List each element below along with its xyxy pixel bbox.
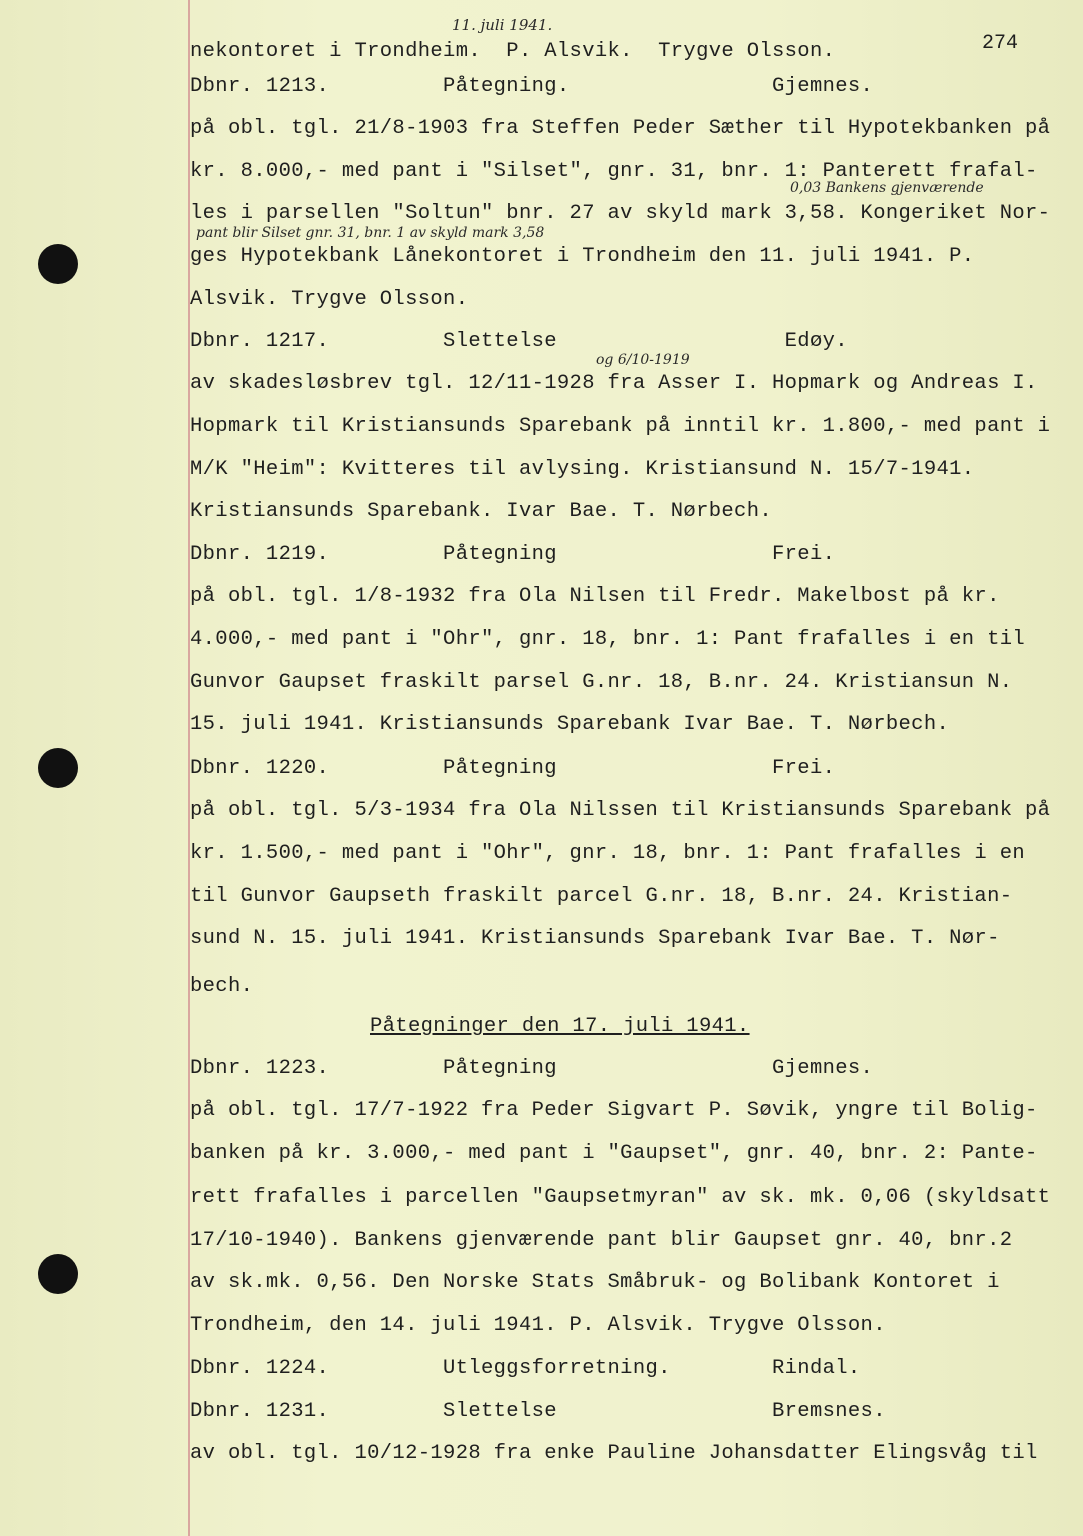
- entry-header: Dbnr. 1223. Påtegning Gjemnes.: [190, 1057, 874, 1080]
- text-line: les i parsellen "Soltun" bnr. 27 av skyld mark 3,58. Kongeriket Nor-: [190, 202, 1051, 225]
- text-line: kr. 1.500,- med pant i "Ohr", gnr. 18, bnr. 1: Pant frafalles i en: [190, 842, 1026, 865]
- entry-header: Dbnr. 1231. Slettelse Bremsnes.: [190, 1400, 886, 1423]
- handwritten-date: 11. juli 1941.: [452, 16, 553, 34]
- punch-hole: [38, 1254, 78, 1294]
- handwritten-correction: 0,03 Bankens gjenværende: [790, 180, 984, 196]
- text-line: på obl. tgl. 17/7-1922 fra Peder Sigvart P. Søvik, yngre til Bolig-: [190, 1099, 1038, 1122]
- text-line: av sk.mk. 0,56. Den Norske Stats Småbruk- og Bolibank Kontoret i: [190, 1271, 1000, 1294]
- text-line: Alsvik. Trygve Olsson.: [190, 288, 469, 311]
- entry-header: Dbnr. 1213. Påtegning. Gjemnes.: [190, 75, 874, 98]
- text-line: til Gunvor Gaupseth fraskilt parcel G.nr. 18, B.nr. 24. Kristian-: [190, 885, 1013, 908]
- text-line: 17/10-1940). Bankens gjenværende pant blir Gaupset gnr. 40, bnr.2: [190, 1229, 1013, 1252]
- entry-header: Dbnr. 1219. Påtegning Frei.: [190, 543, 836, 566]
- text-line: 15. juli 1941. Kristiansunds Sparebank Ivar Bae. T. Nørbech.: [190, 713, 950, 736]
- entry-header: Dbnr. 1224. Utleggsforretning. Rindal.: [190, 1357, 861, 1380]
- text-line: ges Hypotekbank Lånekontoret i Trondheim den 11. juli 1941. P.: [190, 245, 975, 268]
- text-line: Gunvor Gaupset fraskilt parsel G.nr. 18, B.nr. 24. Kristiansun N.: [190, 671, 1013, 694]
- text-line: 4.000,- med pant i "Ohr", gnr. 18, bnr. 1: Pant frafalles i en til: [190, 628, 1026, 651]
- section-heading: Påtegninger den 17. juli 1941.: [370, 1015, 750, 1038]
- text-line: på obl. tgl. 21/8-1903 fra Steffen Peder Sæther til Hypotekbanken på: [190, 117, 1051, 140]
- text-line: banken på kr. 3.000,- med pant i "Gaupset", gnr. 40, bnr. 2: Pante-: [190, 1142, 1038, 1165]
- text-line: kr. 8.000,- med pant i "Silset", gnr. 31, bnr. 1: Panterett frafal-: [190, 160, 1038, 183]
- handwritten-correction: og 6/10-1919: [596, 352, 690, 368]
- text-line: av obl. tgl. 10/12-1928 fra enke Pauline Johansdatter Elingsvåg til: [190, 1442, 1038, 1465]
- text-line: rett frafalles i parcellen "Gaupsetmyran" av sk. mk. 0,06 (skyldsatt: [190, 1186, 1051, 1209]
- text-line: M/K "Heim": Kvitteres til avlysing. Kristiansund N. 15/7-1941.: [190, 458, 975, 481]
- text-line: sund N. 15. juli 1941. Kristiansunds Sparebank Ivar Bae. T. Nør-: [190, 927, 1000, 950]
- text-line: Hopmark til Kristiansunds Sparebank på inntil kr. 1.800,- med pant i: [190, 415, 1051, 438]
- entry-header: Dbnr. 1220. Påtegning Frei.: [190, 757, 836, 780]
- text-line: på obl. tgl. 1/8-1932 fra Ola Nilsen til Fredr. Makelbost på kr.: [190, 585, 1000, 608]
- text-line: på obl. tgl. 5/3-1934 fra Ola Nilssen til Kristiansunds Sparebank på: [190, 799, 1051, 822]
- punch-hole: [38, 748, 78, 788]
- text-line: av skadesløsbrev tgl. 12/11-1928 fra Asser I. Hopmark og Andreas I.: [190, 372, 1038, 395]
- punch-hole: [38, 244, 78, 284]
- page-number: 274: [982, 32, 1019, 55]
- text-line: Trondheim, den 14. juli 1941. P. Alsvik. Trygve Olsson.: [190, 1314, 886, 1337]
- entry-header: Dbnr. 1217. Slettelse Edøy.: [190, 330, 848, 353]
- text-line: Kristiansunds Sparebank. Ivar Bae. T. Nørbech.: [190, 500, 772, 523]
- handwritten-correction: pant blir Silset gnr. 31, bnr. 1 av skyld mark 3,58: [196, 225, 545, 241]
- text-line: bech.: [190, 975, 254, 998]
- text-line: nekontoret i Trondheim. P. Alsvik. Trygve Olsson.: [190, 40, 836, 63]
